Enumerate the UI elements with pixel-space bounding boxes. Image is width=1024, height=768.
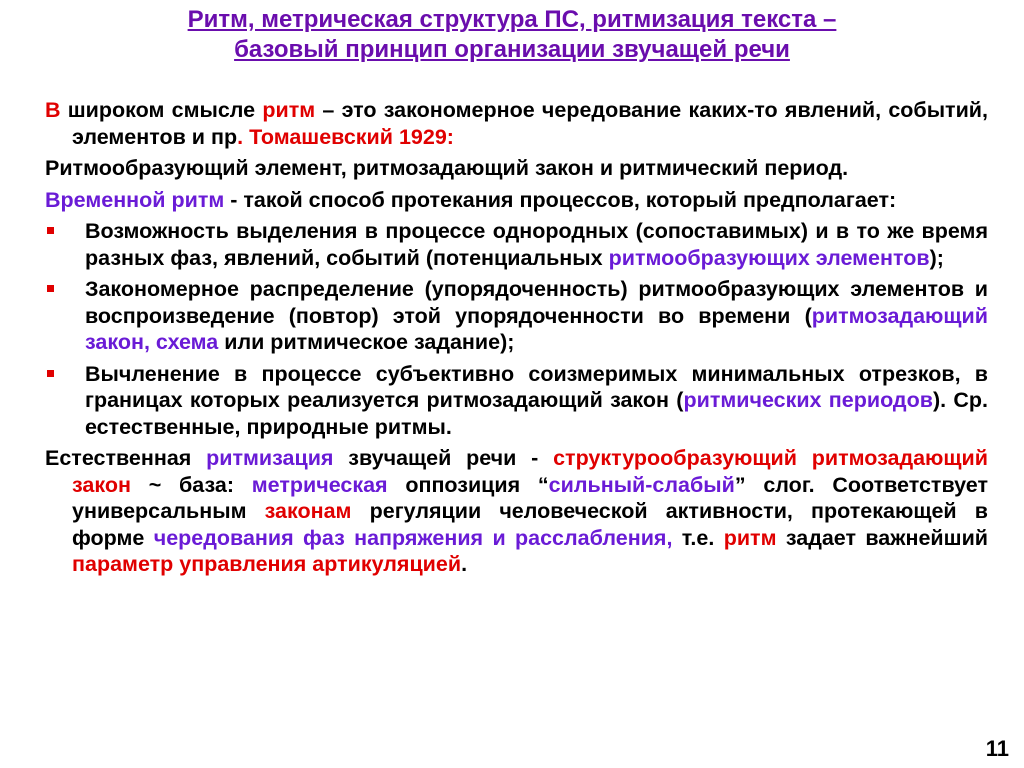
- text-run: Закономерное распределение (упорядоченность) ритмообразующих элементов и воспроизведение (повтор) этой упорядоченности во времени (: [85, 277, 988, 328]
- bullet-item-phases: [45, 218, 988, 271]
- text-run: метрическая: [251, 472, 388, 497]
- text-run: Ритмообразующий элемент, ритмозадающий закон и ритмический период.: [45, 156, 849, 180]
- text-run: .: [461, 552, 468, 576]
- text-run: структурообразующий ритмозадающий закон: [72, 446, 988, 497]
- text-run: Временной ритм: [45, 187, 225, 212]
- text-run: . Томашевский 1929:: [237, 124, 454, 149]
- slide-title: [40, 5, 984, 65]
- text-run: В: [45, 98, 61, 122]
- bullet-square-icon: [47, 285, 54, 292]
- text-run: сильный-слабый: [548, 472, 735, 497]
- text-run: ритмизация: [206, 446, 334, 470]
- text-run: ритм: [723, 525, 777, 550]
- text-run: или ритмическое задание);: [218, 330, 515, 354]
- text-run: Вычленение в процессе субъективно соизмеримых минимальных отрезков, в границах которых реализуется ритмозадающий закон (: [85, 361, 988, 412]
- bullet-item-distribution: [45, 276, 988, 356]
- text-run: - такой способ протекания процессов, который предполагает:: [224, 187, 897, 212]
- paragraph-broad-rhythm: [45, 97, 988, 150]
- text-run: Естественная: [45, 446, 207, 470]
- page-number: 11: [985, 736, 1009, 761]
- text-run: параметр управления артикуляцией: [72, 552, 462, 576]
- slide-body: [45, 97, 988, 583]
- paragraph-natural-rhythmization: [45, 445, 988, 578]
- text-run: т.е.: [672, 525, 724, 550]
- text-run: ” слог. Соответствует универсальным: [72, 472, 989, 523]
- text-run: ритмических периодов: [683, 388, 933, 412]
- bullet-square-icon: [47, 227, 54, 234]
- text-run: ). Ср. естественные, природные ритмы.: [85, 388, 988, 439]
- title-line-2: базовый принцип организации звучащей речи: [234, 36, 790, 63]
- text-run: чередования фаз напряжения и расслабления,: [153, 525, 673, 550]
- paragraph-rhythm-elements: [45, 155, 988, 182]
- text-run: задает важнейший: [776, 525, 989, 550]
- text-run: – это закономерное чередование каких-то явлений, событий, элементов и пр: [72, 98, 988, 149]
- text-run: ~ база:: [130, 472, 252, 497]
- text-run: оппозиция “: [387, 472, 549, 497]
- text-run: Возможность выделения в процессе однородных (сопоставимых) и в то же время разных фаз, явлений, событий (потенциальных: [85, 219, 988, 270]
- bullet-item-segments: [45, 361, 988, 441]
- bullet-square-icon: [47, 370, 54, 377]
- text-run: ритмообразующих элементов: [608, 245, 930, 270]
- paragraph-temporal-rhythm: [45, 187, 988, 214]
- title-line-1: Ритм, метрическая структура ПС, ритмизация текста –: [187, 6, 837, 33]
- text-run: законам: [264, 499, 352, 523]
- text-run: широком смысле: [60, 98, 263, 122]
- text-run: );: [929, 245, 944, 270]
- text-run: ритмозадающий закон, схема: [85, 303, 988, 354]
- text-run: звучащей речи -: [333, 446, 554, 470]
- text-run: регуляции человеческой активности, протекающей в форме: [72, 499, 988, 550]
- text-run: ритм: [262, 98, 316, 122]
